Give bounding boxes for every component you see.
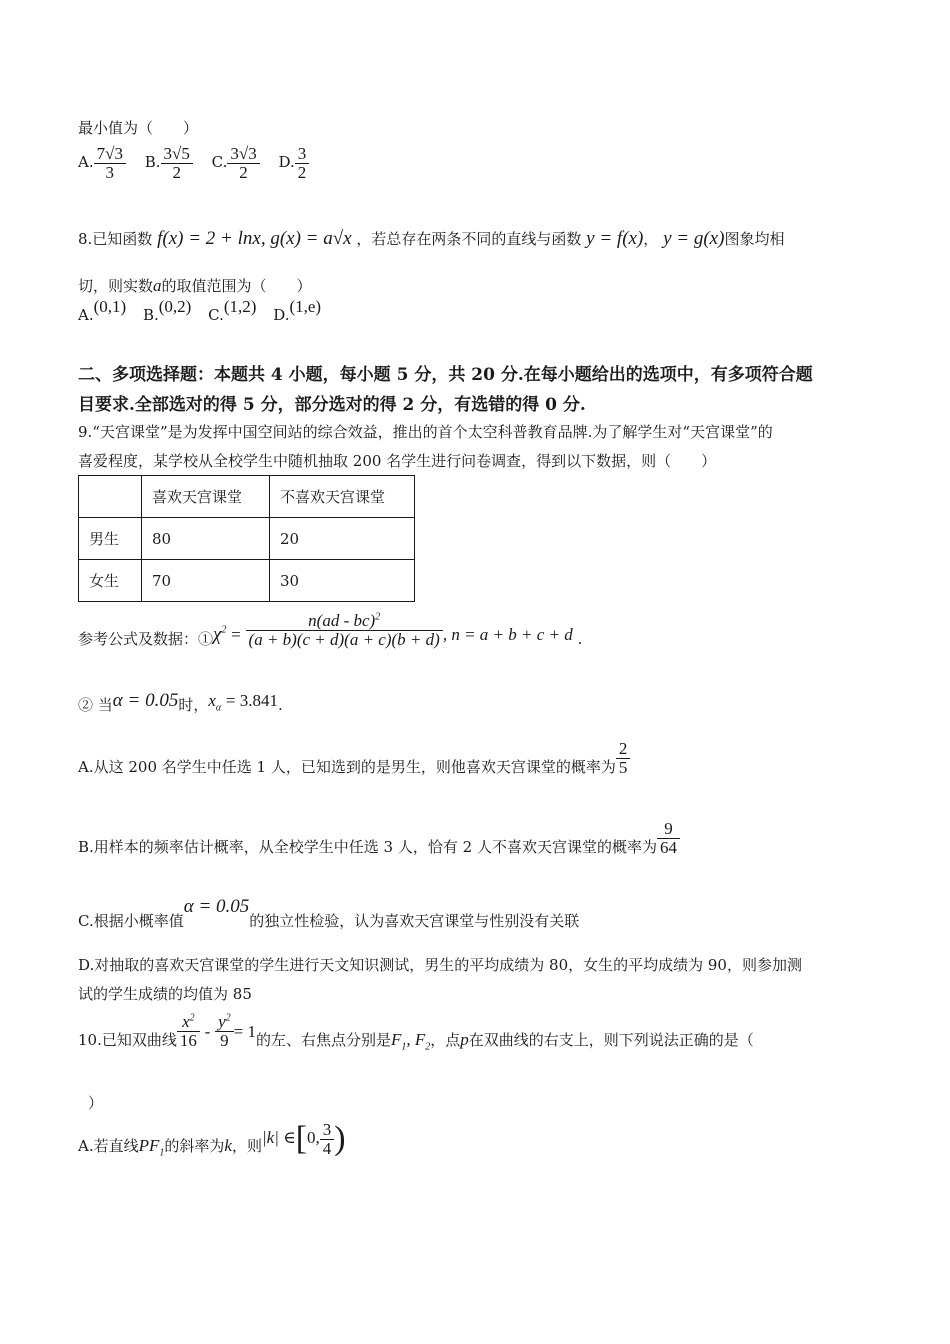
- x-alpha: $x_\alpha$: [208, 691, 222, 714]
- n-definition: , n = a + b + c + d: [442, 625, 573, 645]
- chi-symbol: $\chi^2$: [213, 624, 227, 646]
- foci: $F_1$, $F_2$: [391, 1030, 431, 1053]
- q8-y-g: y = g(x): [663, 228, 725, 249]
- section2-heading-line2: 目要求.全部选对的得 5 分，部分选对的得 2 分，有选错的得 0 分.: [78, 395, 586, 415]
- option-label: B.: [144, 153, 161, 172]
- table-row: [79, 560, 415, 602]
- q8-sep: ，: [643, 230, 659, 248]
- q8-option-c: C.(1,2): [208, 297, 257, 324]
- q8-prefix: 8.已知函数: [78, 230, 153, 248]
- option-label: D.: [278, 153, 295, 172]
- equals: =: [231, 625, 241, 645]
- q8-end-text: 图象均相: [724, 230, 785, 248]
- q8-line2-post: 的取值范围为（ ）: [161, 277, 312, 295]
- option-label: C.: [211, 153, 228, 172]
- q8-function-def: f(x) = 2 + lnx, g(x) = a√x: [157, 228, 352, 249]
- formula-label: 参考公式及数据：①: [78, 630, 214, 649]
- q8-mid-text: ，若总存在两条不同的直线与函数: [356, 230, 582, 248]
- table-header-cell: 不喜欢天宫课堂: [270, 476, 415, 518]
- q9-data-table: [78, 475, 415, 602]
- q8-options: [78, 297, 322, 325]
- q9-option-b: B.用样本的频率估计概率，从全校学生中任选 3 人，恰有 2 人不喜欢天宫课堂的概率为 $\frac{9}{64}$: [78, 820, 680, 857]
- q7-option-d: [278, 144, 310, 182]
- q9-option-a: A.从这 200 名学生中任选 1 人，已知选到的是男生，则他喜欢天宫课堂的概率为 $\frac{2}{5}$: [78, 740, 630, 777]
- fraction: $\frac{3}{4}$: [320, 1121, 335, 1158]
- section2-heading-line1: 二、多项选择题：本题共 4 小题，每小题 5 分，共 20 分.在每小题给出的选项中，有多项符合题: [78, 365, 813, 385]
- q8-option-b: B.(0,2): [142, 297, 192, 324]
- fraction: $\frac{9}{64}$: [657, 820, 680, 857]
- table-cell: 70: [142, 560, 270, 602]
- q10-close-paren: ）: [88, 1094, 104, 1112]
- option-label: A.: [78, 153, 94, 172]
- fraction-y2: $\frac{y^2}{9}$: [215, 1013, 234, 1050]
- cond-mid: 时，: [178, 696, 209, 714]
- q9-formula: [78, 612, 582, 649]
- table-cell: 女生: [79, 560, 142, 602]
- cond-dot: .: [278, 696, 283, 714]
- q8-line2: [78, 275, 312, 296]
- q9-condition: [78, 690, 283, 713]
- x-value: = 3.841: [225, 691, 279, 710]
- fraction: $\frac{7√3}{3}$: [94, 145, 126, 182]
- table-header-cell: 喜欢天宫课堂: [142, 476, 270, 518]
- formula-dot: .: [577, 630, 583, 649]
- q8-option-a: A.(0,1): [78, 297, 127, 324]
- fraction: $\frac{2}{5}$: [616, 740, 631, 777]
- table-cell: 20: [270, 518, 415, 560]
- fraction: $\frac{3√3}{2}$: [227, 145, 259, 182]
- table-cell: 80: [142, 518, 270, 560]
- q8-option-d: D.(1,e): [273, 297, 322, 324]
- pf1: $PF_1$: [138, 1136, 165, 1159]
- q9-option-c: C.根据小概率值α = 0.05的独立性检验，认为喜欢天宫课堂与性别没有关联: [78, 896, 580, 930]
- q7-option-b: [144, 144, 198, 182]
- q7-stem-tail: 最小值为（ ）: [78, 119, 199, 137]
- point-p: p: [460, 1030, 469, 1050]
- table-header-cell: [79, 476, 142, 518]
- table-row: [79, 518, 415, 560]
- q7-option-c: [211, 144, 265, 182]
- cond-pre: ② 当: [78, 696, 113, 714]
- q8-line2-pre: 切，则实数: [78, 277, 154, 295]
- chi-fraction: $\frac{n(ad - bc)^2}{(a + b)(c + d)(a + c)(b + d)}$: [246, 612, 443, 649]
- q9-option-d-line2: 试的学生成绩的均值为 85: [78, 985, 252, 1003]
- q8-var-a: a: [153, 276, 162, 295]
- q8-line1: [78, 228, 784, 250]
- fraction: $\frac{3√5}{2}$: [161, 145, 193, 182]
- table-cell: 男生: [79, 518, 142, 560]
- q9-line2: 喜爱程度，某学校从全校学生中随机抽取 200 名学生进行问卷调查，得到以下数据，则（ ）: [78, 452, 717, 470]
- table-cell: 30: [270, 560, 415, 602]
- q8-y-f: y = f(x): [586, 228, 644, 249]
- q9-option-d-line1: D.对抽取的喜欢天宫课堂的学生进行天文知识测试，男生的平均成绩为 80，女生的平均成绩为 90，则参加测: [78, 956, 802, 974]
- fraction: $\frac{3}{2}$: [295, 145, 310, 182]
- q7-option-a: [78, 144, 131, 182]
- q10-option-a: A.若直线$PF_1$的斜率为k，则|k| ∈[0, $\frac{3}{4}$ ): [78, 1119, 346, 1159]
- q7-options: [78, 145, 309, 182]
- q9-line1: 9.“天宫课堂”是为发挥中国空间站的综合效益，推出的首个太空科普教育品牌.为了解学生对“天宫课堂”的: [78, 423, 773, 441]
- q10-stem: 10.已知双曲线 $\frac{x^2}{16}$ - $\frac{y^2}{9}$ = 1的左、右焦点分别是$F_1$, $F_2$，点p在双曲线的右支上，则下列说法正确的是（: [78, 1012, 754, 1053]
- cond-alpha: α = 0.05: [112, 690, 179, 711]
- fraction-x2: $\frac{x^2}{16}$: [177, 1013, 200, 1050]
- table-header-row: [79, 476, 415, 518]
